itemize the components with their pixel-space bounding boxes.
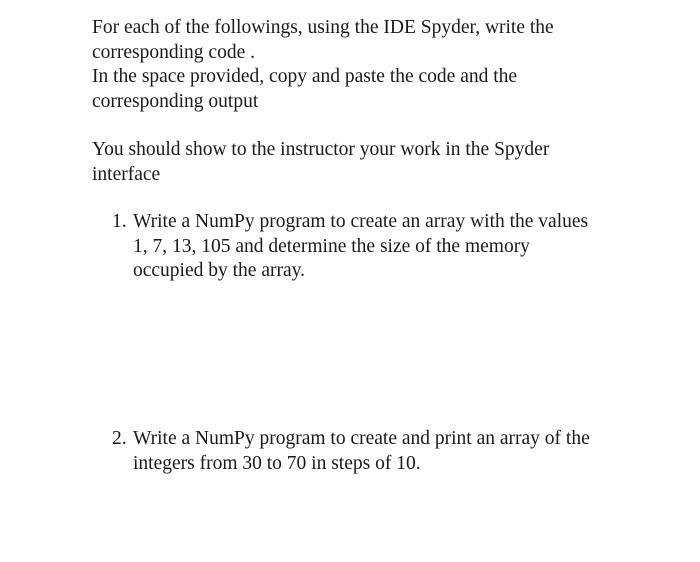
instructions-line: For each of the followings, using the IDE Spyder, write the: [92, 17, 554, 38]
list-item-text: [133, 210, 652, 284]
list-item-line: occupied by the array.: [133, 260, 305, 281]
instructions-line: corresponding code .: [92, 41, 255, 63]
list-item-text: [133, 427, 652, 476]
list-item-line: Write a NumPy program to create and print an array of the: [133, 428, 590, 449]
list-item-line: 1, 7, 13, 105 and determine the size of the memory: [133, 235, 530, 257]
instructions-line: corresponding output: [92, 90, 259, 112]
instructor-note-line: You should show to the instructor your work in the Spyder: [92, 139, 550, 160]
list-item-number: 2.: [112, 428, 127, 449]
list-item-line: integers from 30 to 70 in steps of 10.: [133, 452, 421, 474]
list-item-number: 1.: [112, 211, 127, 232]
instructions-paragraph: [92, 16, 652, 114]
list-item-line: Write a NumPy program to create an array with the values: [133, 211, 589, 232]
instructor-note-line: interface: [92, 163, 161, 185]
instructions-line: In the space provided, copy and paste the code and the: [92, 66, 518, 87]
instructor-note-paragraph: [92, 138, 652, 187]
